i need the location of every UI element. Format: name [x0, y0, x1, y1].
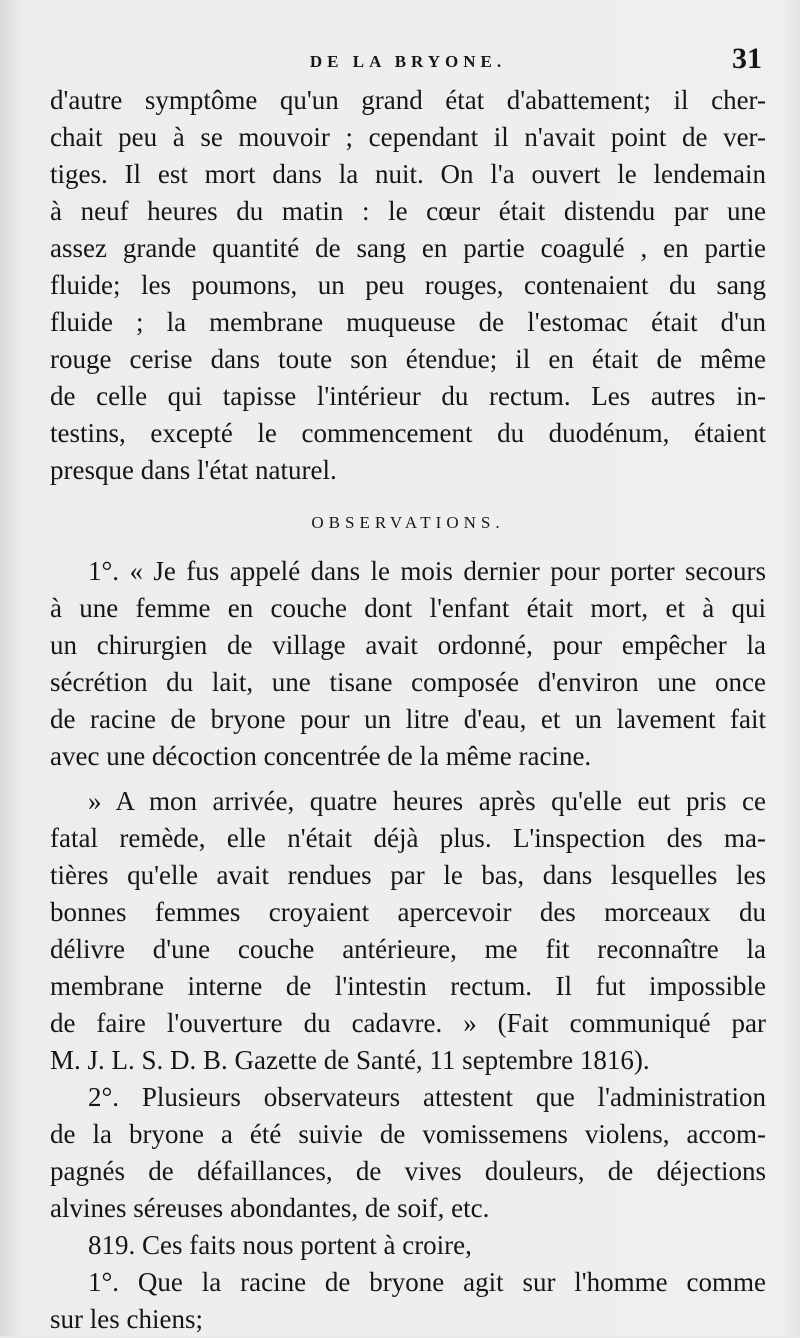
text-line: membrane interne de l'intestin rectum. Il fut impossible	[50, 971, 766, 1001]
text-line: fluide ; la membrane muqueuse de l'estomac était d'un	[50, 307, 766, 337]
text-line: presque dans l'état naturel.	[50, 455, 337, 485]
text-line: fluide; les poumons, un peu rouges, contenaient du sang	[50, 270, 766, 300]
text-line: assez grande quantité de sang en partie coagulé , en partie	[50, 233, 766, 263]
text-line: délivre d'une couche antérieure, me fit reconnaître la	[50, 934, 766, 964]
text-line: fatal remède, elle n'était déjà plus. L'inspection des ma-	[50, 823, 766, 853]
text-line: 2°. Plusieurs observateurs attestent que l'administration	[88, 1082, 766, 1112]
text-line: testins, excepté le commencement du duodénum, étaient	[50, 418, 766, 448]
text-line: de faire l'ouverture du cadavre. » (Fait communiqué par	[50, 1008, 766, 1038]
text-line: de la bryone a été suivie de vomissemens violens, accom-	[50, 1119, 766, 1149]
text-line: de celle qui tapisse l'intérieur du rectum. Les autres in-	[50, 381, 766, 411]
text-line: tières qu'elle avait rendues par le bas, dans lesquelles les	[50, 860, 766, 890]
text-line: à une femme en couche dont l'enfant était mort, et à qui	[50, 593, 766, 623]
text-line: tiges. Il est mort dans la nuit. On l'a ouvert le lendemain	[50, 159, 766, 189]
text-line: à neuf heures du matin : le cœur était distendu par une	[50, 196, 766, 226]
running-head: DE LA BRYONE.	[309, 52, 507, 71]
page-number: 31	[732, 42, 762, 75]
text-line: chait peu à se mouvoir ; cependant il n'avait point de ver-	[50, 122, 766, 152]
text-line: sur les chiens;	[50, 1304, 203, 1334]
text-line: avec une décoction concentrée de la même racine.	[50, 741, 592, 771]
text-line: » A mon arrivée, quatre heures après qu'elle eut pris ce	[88, 786, 766, 816]
text-line: pagnés de défaillances, de vives douleurs, de déjections	[50, 1156, 766, 1186]
text-line: d'autre symptôme qu'un grand état d'abattement; il cher-	[50, 85, 766, 115]
text-line: M. J. L. S. D. B. Gazette de Santé, 11 septembre 1816).	[50, 1045, 650, 1075]
section-title: OBSERVATIONS.	[311, 513, 505, 532]
text-line: un chirurgien de village avait ordonné, pour empêcher la	[50, 630, 766, 660]
text-line: alvines séreuses abondantes, de soif, etc.	[50, 1193, 490, 1223]
text-line: 1°. « Je fus appelé dans le mois dernier pour porter secours	[88, 556, 766, 586]
paragraph-autopsy	[50, 82, 766, 489]
page-header	[50, 38, 766, 82]
text-line: sécrétion du lait, une tisane composée d'environ une once	[50, 667, 766, 697]
text-line: rouge cerise dans toute son étendue; il en était de même	[50, 344, 766, 374]
text-line: bonnes femmes croyaient apercevoir des morceaux du	[50, 897, 766, 927]
text-line: 819. Ces faits nous portent à croire,	[88, 1230, 472, 1260]
text-line: 1°. Que la racine de bryone agit sur l'homme comme	[88, 1267, 766, 1297]
observations-body	[50, 553, 766, 1338]
text-line: de racine de bryone pour un litre d'eau, et un lavement fait	[50, 704, 766, 734]
